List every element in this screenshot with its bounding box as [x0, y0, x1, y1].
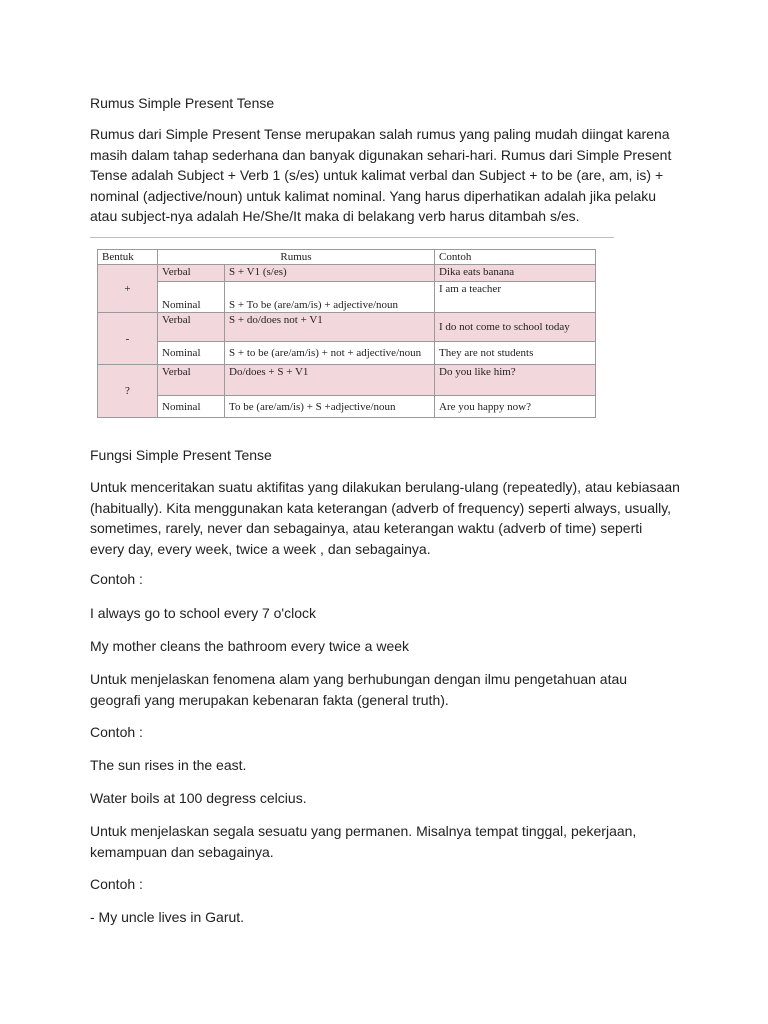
type-cell: Nominal [158, 342, 225, 365]
rumus-cell: Do/does + S + V1 [225, 365, 435, 396]
header-bentuk: Bentuk [98, 250, 158, 265]
table-row [98, 282, 596, 313]
bentuk-cell: ? [98, 365, 158, 418]
rumus-cell: S + to be (are/am/is) + not + adjective/noun [225, 342, 435, 365]
example-text: - My uncle lives in Garut. [90, 909, 245, 925]
rumus-cell: S + To be (are/am/is) + adjective/noun [225, 282, 435, 313]
divider [90, 237, 614, 238]
table-row [98, 342, 596, 365]
table-row [98, 396, 596, 418]
header-rumus: Rumus [158, 250, 435, 265]
table-row [98, 265, 596, 282]
contoh-cell: Are you happy now? [435, 396, 596, 418]
header-contoh: Contoh [435, 250, 596, 265]
contoh-cell: I am a teacher [435, 282, 596, 313]
type-cell: Nominal [158, 396, 225, 418]
fungsi-paragraph-2: Untuk menjelaskan fenomena alam yang berhubungan dengan ilmu pengetahuan atau geografi yang merupakan kebenaran fakta (general truth). [90, 671, 628, 708]
example-text: The sun rises in the east. [90, 757, 247, 773]
contoh-label: Contoh : [90, 571, 143, 587]
rumus-cell: S + do/does not + V1 [225, 313, 435, 342]
type-cell: Nominal [158, 282, 225, 313]
example-text: Water boils at 100 degress celcius. [90, 790, 307, 806]
table-row [98, 365, 596, 396]
bentuk-cell: - [98, 313, 158, 365]
rumus-cell: S + V1 (s/es) [225, 265, 435, 282]
fungsi-title: Fungsi Simple Present Tense [90, 447, 272, 463]
example-text: My mother cleans the bathroom every twice a week [90, 638, 410, 654]
rumus-cell: To be (are/am/is) + S +adjective/noun [225, 396, 435, 418]
contoh-label: Contoh : [90, 724, 143, 740]
example-text: I always go to school every 7 o'clock [90, 605, 317, 621]
section-title: Rumus Simple Present Tense [90, 95, 275, 111]
contoh-cell: Dika eats banana [435, 265, 596, 282]
type-cell: Verbal [158, 313, 225, 342]
intro-paragraph: Rumus dari Simple Present Tense merupakan salah rumus yang paling mudah diingat karena masih dalam tahap sederhana dan banyak digunakan sehari-hari. Rumus dari Simple Present Tense adalah Subject + Verb 1 (s/es) untuk kalimat verbal dan Subject + to be (are, am, is) + nominal (adjective/noun) untuk kalimat nominal. Yang harus diperhatikan adalah jika pelaku atau subject-nya adalah He/She/It maka di belakang verb harus ditambah s/es. [90, 126, 672, 224]
fungsi-paragraph-3: Untuk menjelaskan segala sesuatu yang permanen. Misalnya tempat tinggal, pekerjaan, kemampuan dan sebagainya. [90, 823, 637, 860]
formula-table [97, 249, 596, 418]
table-row [98, 313, 596, 342]
contoh-cell: They are not students [435, 342, 596, 365]
type-cell: Verbal [158, 265, 225, 282]
bentuk-cell: + [98, 265, 158, 313]
formula-table-wrapper [97, 249, 596, 418]
contoh-cell: I do not come to school today [435, 313, 596, 342]
type-cell: Verbal [158, 365, 225, 396]
fungsi-paragraph-1: Untuk menceritakan suatu aktifitas yang dilakukan berulang-ulang (repeatedly), atau kebiasaan (habitually). Kita menggunakan kata keterangan (adverb of frequency) seperti always, usually, sometimes, rarely, never dan sebagainya, atau keterangan waktu (adverb of time) seperti every day, every week, twice a week , dan sebagainya. [90, 479, 680, 557]
table-header-row [98, 250, 596, 265]
contoh-cell: Do you like him? [435, 365, 596, 396]
contoh-label: Contoh : [90, 876, 143, 892]
